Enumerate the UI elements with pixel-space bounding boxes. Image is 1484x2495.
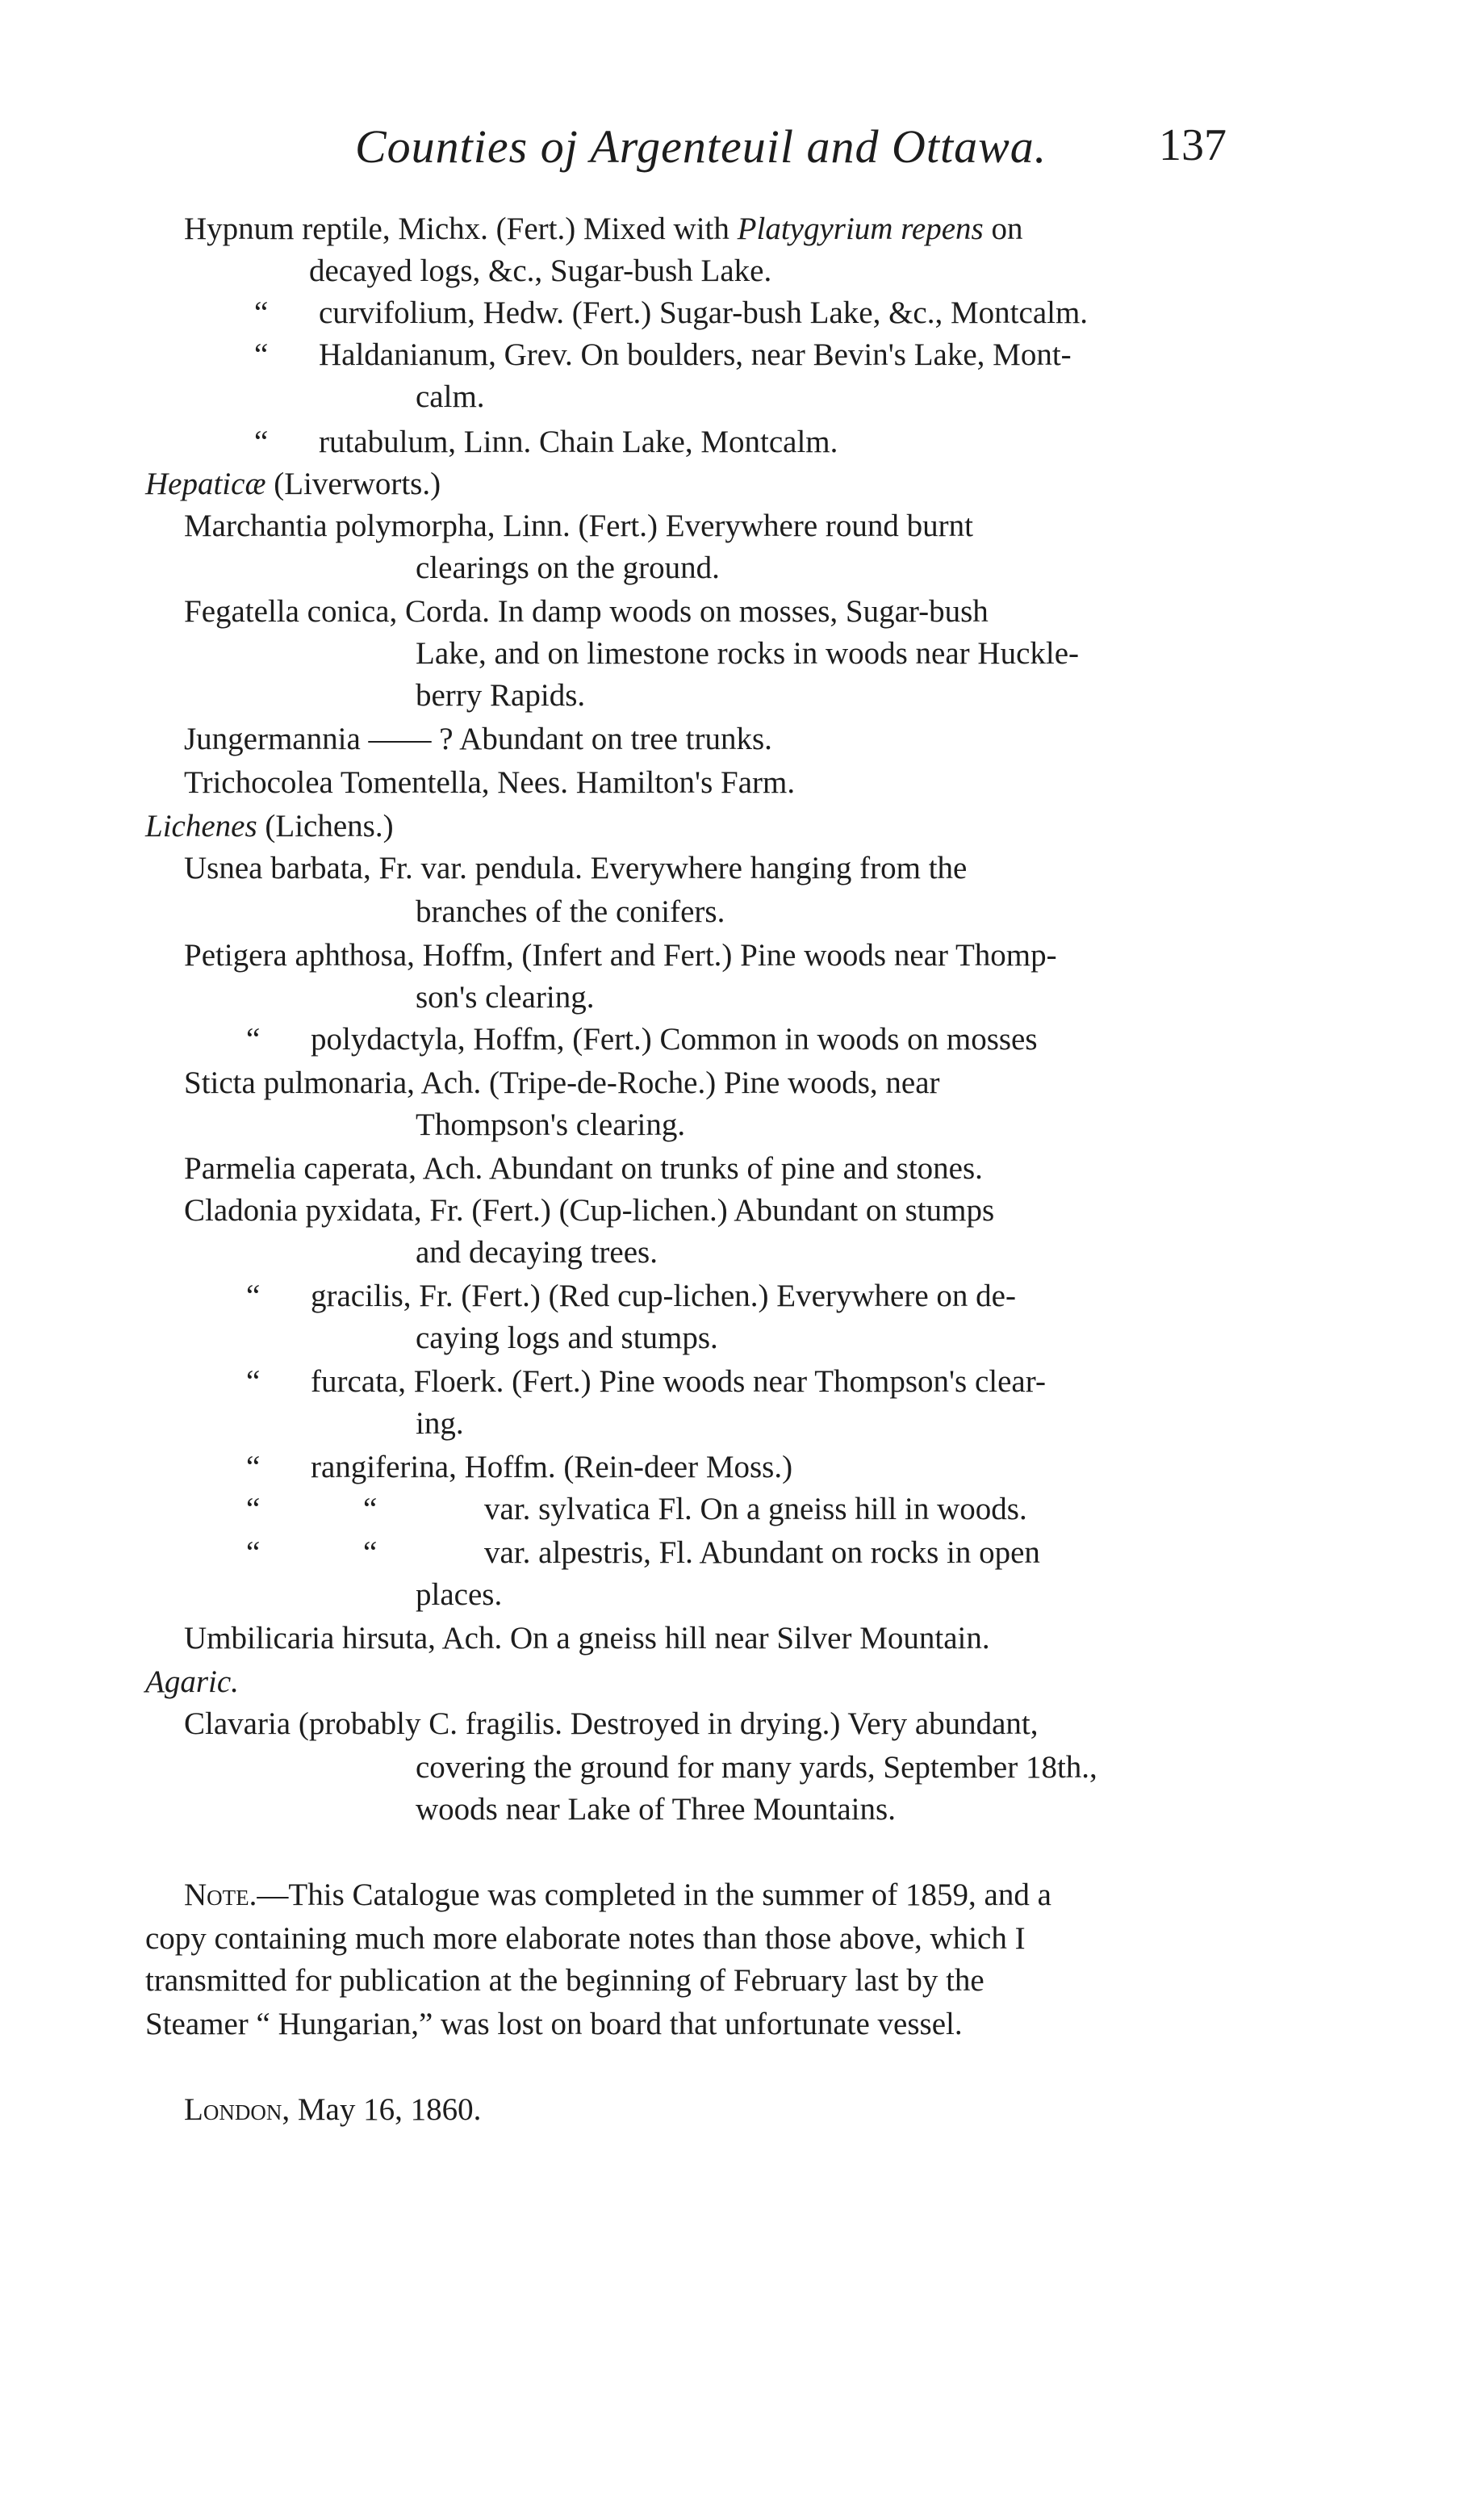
entry-sticta-cont: Thompson's clearing. bbox=[416, 1107, 686, 1142]
section-heading-hepaticae: Hepaticæ (Liverworts.) bbox=[145, 467, 441, 501]
entry-rutabulum: “ rutabulum, Linn. Chain Lake, Montcalm. bbox=[254, 425, 838, 459]
entry-petigera-cont: son's clearing. bbox=[416, 980, 595, 1015]
entry-clavaria: Clavaria (probably C. fragilis. Destroyed in drying.) Very abundant, bbox=[184, 1706, 1039, 1741]
entry-parmelia: Parmelia caperata, Ach. Abundant on trunks of pine and stones. bbox=[184, 1151, 983, 1186]
note-line-4: Steamer “ Hungarian,” was lost on board that unfortunate vessel. bbox=[145, 2007, 963, 2041]
entry-fegatella-cont-2: berry Rapids. bbox=[416, 678, 586, 713]
note-line-3: transmitted for publication at the beginning of February last by the bbox=[145, 1963, 984, 1998]
entry-clavaria-cont-2: woods near Lake of Three Mountains. bbox=[416, 1792, 896, 1827]
entry-jungermannia: Jungermannia —— ? Abundant on tree trunks. bbox=[184, 722, 772, 756]
entry-alpestris-cont: places. bbox=[416, 1577, 503, 1612]
entry-gracilis: “ gracilis, Fr. (Fert.) (Red cup-lichen.) Everywhere on de- bbox=[246, 1279, 1016, 1313]
entry-haldanianum: “ Haldanianum, Grev. On boulders, near Bevin's Lake, Mont- bbox=[254, 337, 1072, 372]
entry-cladonia: Cladonia pyxidata, Fr. (Fert.) (Cup-lichen.) Abundant on stumps bbox=[184, 1193, 995, 1228]
entry-umbilicaria: Umbilicaria hirsuta, Ach. On a gneiss hill near Silver Mountain. bbox=[184, 1621, 990, 1656]
section-heading-lichenes: Lichenes (Lichens.) bbox=[145, 809, 394, 844]
entry-trichocolea: Trichocolea Tomentella, Nees. Hamilton's Farm. bbox=[184, 765, 796, 800]
note-line-1: Note.—This Catalogue was completed in the summer of 1859, and a bbox=[184, 1878, 1051, 1912]
entry-rangiferina: “ rangiferina, Hoffm. (Rein-deer Moss.) bbox=[246, 1450, 793, 1484]
entry-furcata-cont: ing. bbox=[416, 1406, 464, 1441]
signoff bbox=[184, 2089, 481, 2131]
signoff-date: May 16, 1860. bbox=[290, 2092, 482, 2127]
note-label: Note. bbox=[184, 1878, 257, 1912]
entry-sticta: Sticta pulmonaria, Ach. (Tripe-de-Roche.) Pine woods, near bbox=[184, 1065, 940, 1100]
entry-clavaria-cont-1: covering the ground for many yards, September 18th., bbox=[416, 1750, 1097, 1785]
entry-hypnum-reptile: Hypnum reptile, Michx. (Fert.) Mixed with Platygyrium repens on bbox=[184, 211, 1023, 246]
entry-curvifolium: “ curvifolium, Hedw. (Fert.) Sugar-bush Lake, &c., Montcalm. bbox=[254, 295, 1089, 330]
entry-cladonia-cont: and decaying trees. bbox=[416, 1235, 658, 1270]
entry-polydactyla: “ polydactyla, Hoffm, (Fert.) Common in woods on mosses bbox=[246, 1022, 1038, 1057]
note-line-2: copy containing much more elaborate notes than those above, which I bbox=[145, 1921, 1026, 1956]
entry-hypnum-reptile-cont: decayed logs, &c., Sugar-bush Lake. bbox=[309, 253, 772, 288]
entry-furcata: “ furcata, Floerk. (Fert.) Pine woods near Thompson's clear- bbox=[246, 1364, 1046, 1399]
entry-sylvatica: “ “ var. sylvatica Fl. On a gneiss hill in woods. bbox=[246, 1492, 1027, 1526]
running-title: Counties oj Argenteuil and Ottawa. bbox=[355, 120, 1047, 173]
entry-usnea-cont: branches of the conifers. bbox=[416, 894, 725, 929]
entry-marchantia: Marchantia polymorpha, Linn. (Fert.) Everywhere round burnt bbox=[184, 509, 973, 543]
entry-alpestris: “ “ var. alpestris, Fl. Abundant on rocks in open bbox=[246, 1535, 1040, 1570]
entry-fegatella-cont-1: Lake, and on limestone rocks in woods near Huckle- bbox=[416, 636, 1080, 671]
entry-fegatella: Fegatella conica, Corda. In damp woods on mosses, Sugar-bush bbox=[184, 594, 989, 629]
page-number: 137 bbox=[1159, 120, 1227, 170]
entry-usnea: Usnea barbata, Fr. var. pendula. Everywhere hanging from the bbox=[184, 851, 968, 885]
entry-gracilis-cont: caying logs and stumps. bbox=[416, 1321, 718, 1355]
entry-marchantia-cont: clearings on the ground. bbox=[416, 550, 720, 585]
signoff-place: London, bbox=[184, 2092, 291, 2127]
page-header bbox=[355, 119, 1227, 184]
entry-petigera: Petigera aphthosa, Hoffm, (Infert and Fert.) Pine woods near Thomp- bbox=[184, 938, 1057, 973]
section-heading-agaric: Agaric. bbox=[145, 1664, 239, 1699]
entry-haldanianum-cont: calm. bbox=[416, 379, 485, 414]
